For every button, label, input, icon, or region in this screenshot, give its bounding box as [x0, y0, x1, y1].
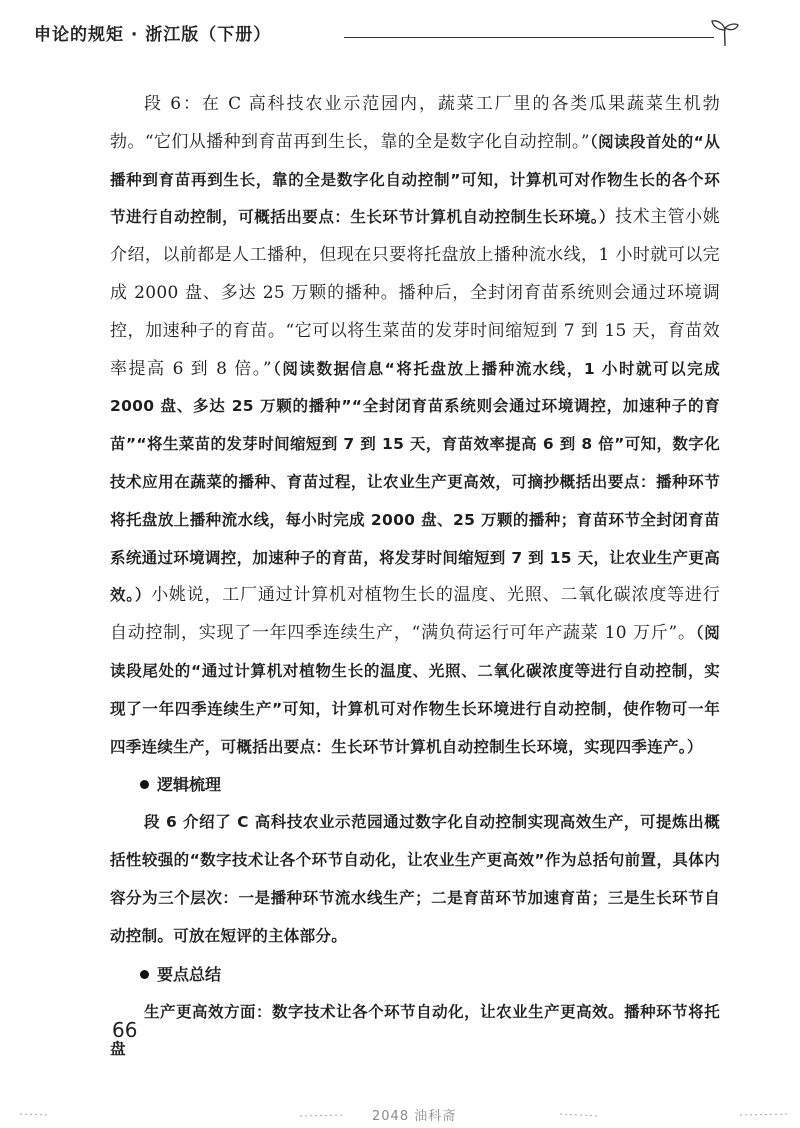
sprout-icon — [709, 18, 741, 48]
running-header — [34, 18, 734, 46]
book-title: 申论的规矩 · 浙江版（下册） — [34, 25, 272, 45]
bullet-icon — [140, 970, 149, 979]
source-text: 小姚说，工厂通过计算机对植物生长的温度、光照、二氧化碳浓度等进行自动控制，实现了一年四季连续生产，“满负荷运行可年产蔬菜 10 万斤”。 — [110, 585, 720, 644]
summary-heading: 要点总结 — [110, 956, 720, 994]
reading-note: （阅读数据信息“将托盘放上播种流水线，1 小时就可以完成 2000 盘、多达 25 万颗的播种”“全封闭育苗系统则会通过环境调控，加速种子的育苗”“将生菜苗的发芽时间缩短到 7 到 15 天，育苗效率提高 6 到 8 倍”可知，数字化技术应用在蔬菜的播种、育苗过程，让农业生产更高效，可摘抄概括出要点：播种环节将托盘放上播种流水线，每小时完成 2000 盘、25 万颗的播种；育苗环节全封闭育苗系统通过环境调控，加速种子的育苗，将发芽时间缩短到 7 到 15 天，让农业生产更高效。） — [110, 359, 720, 605]
bullet-icon — [140, 780, 149, 789]
source-text: 技术主管小姚介绍，以前都是人工播种，但现在只要将托盘放上播种流水线，1 小时就可以完成 2000 盘、多达 25 万颗的播种。播种后，全封闭育苗系统则会通过环境调控，加速种子的育苗。“它可以将生菜苗的发芽时间缩短到 7 到 15 天，育苗效率提高 6 到 8 倍。” — [110, 207, 720, 379]
logic-text: 段 6 介绍了 C 高科技农业示范园通过数字化自动控制实现高效生产，可提炼出概括性较强的“数字技术让各个环节自动化，让农业生产更高效”作为总括句前置，具体内容分为三个层次：一是播种环节流水线生产；二是育苗环节加速育苗；三是生长环节自动控制。可放在短评的主体部分。 — [110, 813, 720, 945]
logic-heading: 逻辑梳理 — [110, 766, 720, 804]
reading-note: （阅读段首处的“从播种到育苗再到生长，靠的全是数字化自动控制”可知，计算机可对作物生长的各个环节进行自动控制，可概括出要点：生长环节计算机自动控制生长环境。） — [110, 132, 720, 227]
scan-stamp: 2048 油科斋 — [372, 1109, 457, 1124]
page-number: 66 — [112, 1018, 138, 1042]
page-body — [110, 86, 720, 1069]
paragraph-6 — [110, 86, 720, 766]
source-text: 段 6：在 C 高科技农业示范园内，蔬菜工厂里的各类瓜果蔬菜生机勃勃。“它们从播种到育苗再到生长，靠的全是数字化自动控制。” — [110, 94, 720, 152]
header-rule — [344, 37, 714, 38]
summary-text: 生产更高效方面：数字技术让各个环节自动化，让农业生产更高效。播种环节将托盘 — [110, 1002, 720, 1059]
reading-note: （阅读段尾处的“通过计算机对植物生长的温度、光照、二氧化碳浓度等进行自动控制，实现了一年四季连续生产”可知，计算机可对作物生长环境进行自动控制，使作物可一年四季连续生产，可概括出要点：生长环节计算机自动控制生长环境，实现四季连产。） — [110, 624, 720, 756]
